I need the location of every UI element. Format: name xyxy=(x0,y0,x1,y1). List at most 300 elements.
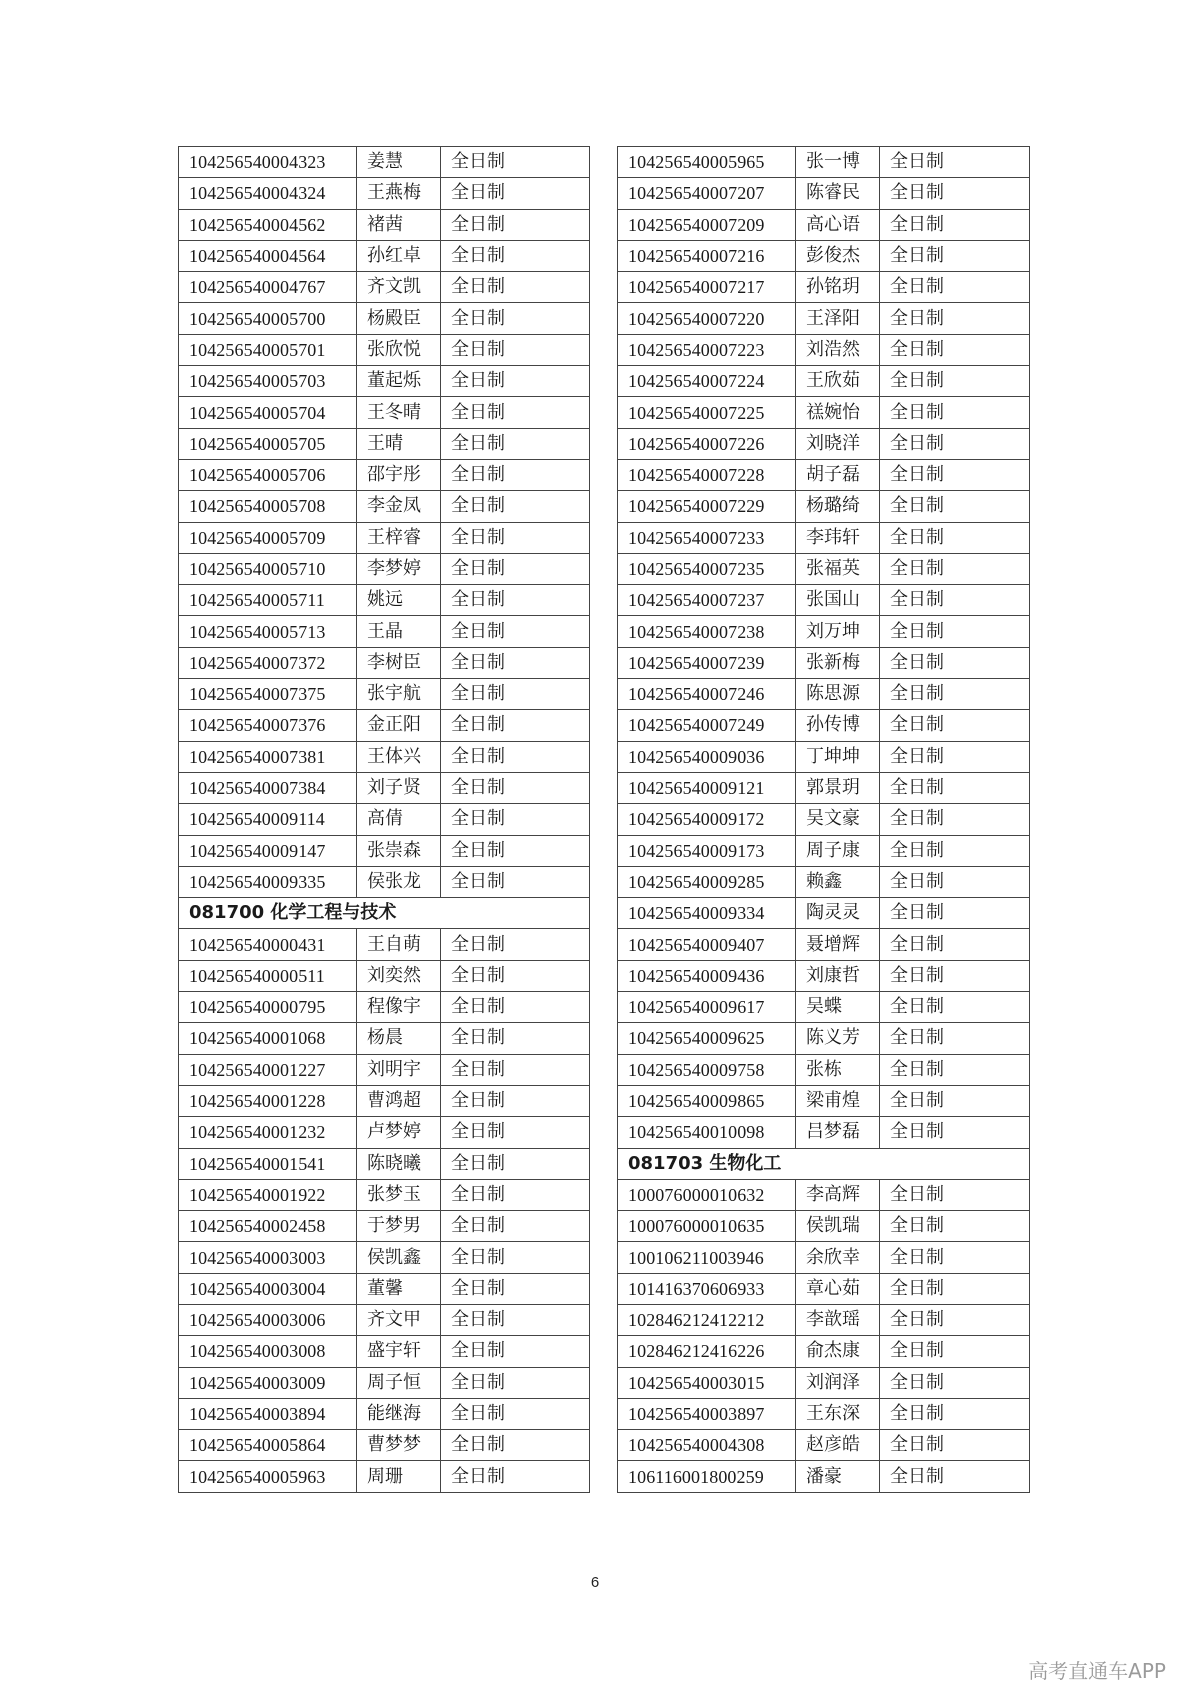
study-type-cell: 全日制 xyxy=(441,491,590,522)
study-type-cell: 全日制 xyxy=(441,428,590,459)
table-row xyxy=(618,1304,1030,1335)
exam-id-cell: 104256540007229 xyxy=(618,491,796,522)
exam-id-cell: 104256540009036 xyxy=(618,741,796,772)
study-type-cell: 全日制 xyxy=(441,272,590,303)
study-type-cell: 全日制 xyxy=(441,1117,590,1148)
student-name-cell: 丁坤坤 xyxy=(796,741,880,772)
table-row xyxy=(618,1430,1030,1461)
study-type-cell: 全日制 xyxy=(441,1242,590,1273)
study-type-cell: 全日制 xyxy=(880,866,1030,897)
exam-id-cell: 101416370606933 xyxy=(618,1273,796,1304)
table-row xyxy=(618,804,1030,835)
table-row xyxy=(618,772,1030,803)
table-row xyxy=(179,772,590,803)
student-name-cell: 胡子磊 xyxy=(796,459,880,490)
study-type-cell: 全日制 xyxy=(880,240,1030,271)
table-row xyxy=(618,710,1030,741)
exam-id-cell: 104256540007372 xyxy=(179,647,357,678)
table-row xyxy=(618,553,1030,584)
study-type-cell: 全日制 xyxy=(441,459,590,490)
table-row xyxy=(179,1054,590,1085)
table-row xyxy=(179,1461,590,1492)
table-row xyxy=(618,1023,1030,1054)
study-type-cell: 全日制 xyxy=(880,459,1030,490)
student-name-cell: 杨殿臣 xyxy=(357,303,441,334)
table-row xyxy=(179,240,590,271)
student-name-cell: 董馨 xyxy=(357,1273,441,1304)
study-type-cell: 全日制 xyxy=(441,522,590,553)
exam-id-cell: 104256540009147 xyxy=(179,835,357,866)
watermark-text: 高考直通车APP xyxy=(1028,1659,1166,1683)
study-type-cell: 全日制 xyxy=(441,553,590,584)
exam-id-cell: 100076000010632 xyxy=(618,1179,796,1210)
study-type-cell: 全日制 xyxy=(880,1430,1030,1461)
student-name-cell: 彭俊杰 xyxy=(796,240,880,271)
table-row xyxy=(179,1242,590,1273)
table-row xyxy=(179,647,590,678)
study-type-cell: 全日制 xyxy=(880,272,1030,303)
exam-id-cell: 104256540009865 xyxy=(618,1085,796,1116)
table-row xyxy=(618,992,1030,1023)
study-type-cell: 全日制 xyxy=(880,647,1030,678)
student-name-cell: 郭景玥 xyxy=(796,772,880,803)
student-name-cell: 姚远 xyxy=(357,585,441,616)
study-type-cell: 全日制 xyxy=(880,1054,1030,1085)
student-name-cell: 吴文豪 xyxy=(796,804,880,835)
student-name-cell: 张新梅 xyxy=(796,647,880,678)
table-row xyxy=(618,679,1030,710)
exam-id-cell: 104256540005701 xyxy=(179,334,357,365)
exam-id-cell: 104256540007224 xyxy=(618,366,796,397)
exam-id-cell: 104256540009436 xyxy=(618,960,796,991)
table-row xyxy=(179,491,590,522)
study-type-cell: 全日制 xyxy=(880,585,1030,616)
study-type-cell: 全日制 xyxy=(441,147,590,178)
student-name-cell: 李歆瑶 xyxy=(796,1304,880,1335)
exam-id-cell: 104256540001228 xyxy=(179,1085,357,1116)
exam-id-cell: 104256540005708 xyxy=(179,491,357,522)
table-row xyxy=(618,303,1030,334)
table-row xyxy=(618,491,1030,522)
table-row xyxy=(618,741,1030,772)
study-type-cell: 全日制 xyxy=(441,397,590,428)
study-type-cell: 全日制 xyxy=(880,1085,1030,1116)
student-name-cell: 章心茹 xyxy=(796,1273,880,1304)
student-name-cell: 高倩 xyxy=(357,804,441,835)
exam-id-cell: 104256540007235 xyxy=(618,553,796,584)
student-name-cell: 董起烁 xyxy=(357,366,441,397)
table-row xyxy=(179,366,590,397)
study-type-cell: 全日制 xyxy=(880,741,1030,772)
study-type-cell: 全日制 xyxy=(880,1304,1030,1335)
student-name-cell: 王泽阳 xyxy=(796,303,880,334)
student-name-cell: 周子恒 xyxy=(357,1367,441,1398)
table-row xyxy=(179,1304,590,1335)
student-name-cell: 张栋 xyxy=(796,1054,880,1085)
student-name-cell: 陈睿民 xyxy=(796,178,880,209)
table-row xyxy=(618,1085,1030,1116)
student-name-cell: 曹梦梦 xyxy=(357,1430,441,1461)
study-type-cell: 全日制 xyxy=(880,710,1030,741)
study-type-cell: 全日制 xyxy=(441,1023,590,1054)
exam-id-cell: 104256540005710 xyxy=(179,553,357,584)
table-row xyxy=(179,1367,590,1398)
study-type-cell: 全日制 xyxy=(441,866,590,897)
student-name-cell: 刘明宇 xyxy=(357,1054,441,1085)
table-row xyxy=(179,397,590,428)
page-number: 6 xyxy=(590,1574,600,1591)
exam-id-cell: 104256540007375 xyxy=(179,679,357,710)
table-row xyxy=(179,522,590,553)
student-name-cell: 杨晨 xyxy=(357,1023,441,1054)
student-name-cell: 张福英 xyxy=(796,553,880,584)
study-type-cell: 全日制 xyxy=(441,929,590,960)
study-type-cell: 全日制 xyxy=(880,992,1030,1023)
exam-id-cell: 104256540007384 xyxy=(179,772,357,803)
exam-id-cell: 104256540001922 xyxy=(179,1179,357,1210)
student-name-cell: 李玮轩 xyxy=(796,522,880,553)
student-name-cell: 卢梦婷 xyxy=(357,1117,441,1148)
study-type-cell: 全日制 xyxy=(880,147,1030,178)
student-name-cell: 禚婉怡 xyxy=(796,397,880,428)
student-name-cell: 邵宇彤 xyxy=(357,459,441,490)
exam-id-cell: 104256540009114 xyxy=(179,804,357,835)
exam-id-cell: 104256540001232 xyxy=(179,1117,357,1148)
exam-id-cell: 104256540007220 xyxy=(618,303,796,334)
student-name-cell: 张宇航 xyxy=(357,679,441,710)
table-row xyxy=(179,710,590,741)
study-type-cell: 全日制 xyxy=(441,1148,590,1179)
student-name-cell: 能继海 xyxy=(357,1398,441,1429)
table-row xyxy=(179,741,590,772)
table-row xyxy=(618,366,1030,397)
section-heading-row xyxy=(618,1148,1030,1179)
section-heading: 081700 化学工程与技术 xyxy=(179,898,590,929)
exam-id-cell: 104256540007233 xyxy=(618,522,796,553)
exam-id-cell: 104256540003006 xyxy=(179,1304,357,1335)
study-type-cell: 全日制 xyxy=(441,1430,590,1461)
student-name-cell: 程像宇 xyxy=(357,992,441,1023)
study-type-cell: 全日制 xyxy=(441,710,590,741)
table-row xyxy=(179,1430,590,1461)
study-type-cell: 全日制 xyxy=(441,1398,590,1429)
student-name-cell: 王自萌 xyxy=(357,929,441,960)
table-row xyxy=(618,960,1030,991)
study-type-cell: 全日制 xyxy=(880,366,1030,397)
table-row xyxy=(179,616,590,647)
exam-id-cell: 100106211003946 xyxy=(618,1242,796,1273)
section-heading: 081703 生物化工 xyxy=(618,1148,1030,1179)
study-type-cell: 全日制 xyxy=(441,960,590,991)
exam-id-cell: 104256540007226 xyxy=(618,428,796,459)
student-name-cell: 俞杰康 xyxy=(796,1336,880,1367)
study-type-cell: 全日制 xyxy=(441,178,590,209)
study-type-cell: 全日制 xyxy=(880,397,1030,428)
table-row xyxy=(618,1367,1030,1398)
exam-id-cell: 104256540007217 xyxy=(618,272,796,303)
student-name-cell: 王欣茹 xyxy=(796,366,880,397)
exam-id-cell: 104256540007209 xyxy=(618,209,796,240)
student-name-cell: 赖鑫 xyxy=(796,866,880,897)
exam-id-cell: 104256540003894 xyxy=(179,1398,357,1429)
study-type-cell: 全日制 xyxy=(880,1461,1030,1492)
table-row xyxy=(179,178,590,209)
student-name-cell: 周珊 xyxy=(357,1461,441,1492)
exam-id-cell: 104256540004324 xyxy=(179,178,357,209)
exam-id-cell: 104256540009625 xyxy=(618,1023,796,1054)
study-type-cell: 全日制 xyxy=(441,1367,590,1398)
study-type-cell: 全日制 xyxy=(441,1054,590,1085)
table-row xyxy=(618,585,1030,616)
exam-id-cell: 104256540001227 xyxy=(179,1054,357,1085)
table-row xyxy=(179,960,590,991)
table-row xyxy=(179,679,590,710)
study-type-cell: 全日制 xyxy=(441,585,590,616)
table-row xyxy=(179,1179,590,1210)
student-name-cell: 金正阳 xyxy=(357,710,441,741)
student-name-cell: 侯凯鑫 xyxy=(357,1242,441,1273)
exam-id-cell: 104256540007223 xyxy=(618,334,796,365)
table-row xyxy=(618,1054,1030,1085)
table-row xyxy=(179,1023,590,1054)
exam-id-cell: 102846212416226 xyxy=(618,1336,796,1367)
exam-id-cell: 104256540009335 xyxy=(179,866,357,897)
table-row xyxy=(618,209,1030,240)
exam-id-cell: 104256540007249 xyxy=(618,710,796,741)
exam-id-cell: 104256540003008 xyxy=(179,1336,357,1367)
student-name-cell: 陶灵灵 xyxy=(796,898,880,929)
student-name-cell: 刘浩然 xyxy=(796,334,880,365)
student-name-cell: 杨璐绮 xyxy=(796,491,880,522)
table-row xyxy=(179,272,590,303)
exam-id-cell: 104256540003004 xyxy=(179,1273,357,1304)
table-row xyxy=(179,334,590,365)
student-name-cell: 刘子贤 xyxy=(357,772,441,803)
student-name-cell: 李树臣 xyxy=(357,647,441,678)
table-row xyxy=(618,1273,1030,1304)
student-name-cell: 曹鸿超 xyxy=(357,1085,441,1116)
exam-id-cell: 104256540005709 xyxy=(179,522,357,553)
exam-id-cell: 104256540007207 xyxy=(618,178,796,209)
exam-id-cell: 104256540004767 xyxy=(179,272,357,303)
student-name-cell: 孙红卓 xyxy=(357,240,441,271)
study-type-cell: 全日制 xyxy=(880,1242,1030,1273)
student-name-cell: 吴蝶 xyxy=(796,992,880,1023)
table-row xyxy=(618,616,1030,647)
table-row xyxy=(179,929,590,960)
study-type-cell: 全日制 xyxy=(441,1336,590,1367)
table-row xyxy=(179,428,590,459)
student-name-cell: 姜慧 xyxy=(357,147,441,178)
exam-id-cell: 104256540007376 xyxy=(179,710,357,741)
table-row xyxy=(179,1211,590,1242)
exam-id-cell: 104256540009285 xyxy=(618,866,796,897)
student-name-cell: 陈思源 xyxy=(796,679,880,710)
study-type-cell: 全日制 xyxy=(880,334,1030,365)
study-type-cell: 全日制 xyxy=(880,772,1030,803)
study-type-cell: 全日制 xyxy=(441,992,590,1023)
exam-id-cell: 104256540004323 xyxy=(179,147,357,178)
student-name-cell: 孙铭玥 xyxy=(796,272,880,303)
table-row xyxy=(618,147,1030,178)
student-name-cell: 侯张龙 xyxy=(357,866,441,897)
study-type-cell: 全日制 xyxy=(880,1336,1030,1367)
exam-id-cell: 104256540009617 xyxy=(618,992,796,1023)
student-name-cell: 王晴 xyxy=(357,428,441,459)
exam-id-cell: 104256540007239 xyxy=(618,647,796,678)
table-row xyxy=(618,1242,1030,1273)
study-type-cell: 全日制 xyxy=(441,1304,590,1335)
table-row xyxy=(618,522,1030,553)
table-row xyxy=(618,397,1030,428)
study-type-cell: 全日制 xyxy=(441,1273,590,1304)
study-type-cell: 全日制 xyxy=(441,1179,590,1210)
student-name-cell: 盛宇轩 xyxy=(357,1336,441,1367)
table-row xyxy=(179,804,590,835)
student-name-cell: 王梓睿 xyxy=(357,522,441,553)
study-type-cell: 全日制 xyxy=(441,1461,590,1492)
table-row xyxy=(618,929,1030,960)
exam-id-cell: 104256540003015 xyxy=(618,1367,796,1398)
exam-id-cell: 104256540007216 xyxy=(618,240,796,271)
student-name-cell: 王晶 xyxy=(357,616,441,647)
study-type-cell: 全日制 xyxy=(880,898,1030,929)
exam-id-cell: 104256540000511 xyxy=(179,960,357,991)
student-name-cell: 齐文甲 xyxy=(357,1304,441,1335)
study-type-cell: 全日制 xyxy=(441,616,590,647)
exam-id-cell: 104256540004564 xyxy=(179,240,357,271)
study-type-cell: 全日制 xyxy=(441,679,590,710)
study-type-cell: 全日制 xyxy=(441,804,590,835)
table-row xyxy=(618,1117,1030,1148)
table-row xyxy=(179,209,590,240)
table-row xyxy=(179,992,590,1023)
exam-id-cell: 104256540002458 xyxy=(179,1211,357,1242)
student-name-cell: 周子康 xyxy=(796,835,880,866)
exam-id-cell: 104256540005965 xyxy=(618,147,796,178)
study-type-cell: 全日制 xyxy=(880,1117,1030,1148)
student-name-cell: 梁甫煌 xyxy=(796,1085,880,1116)
exam-id-cell: 100076000010635 xyxy=(618,1211,796,1242)
exam-id-cell: 104256540005700 xyxy=(179,303,357,334)
table-row xyxy=(618,1179,1030,1210)
table-row xyxy=(618,459,1030,490)
study-type-cell: 全日制 xyxy=(441,1085,590,1116)
study-type-cell: 全日制 xyxy=(880,1273,1030,1304)
student-name-cell: 吕梦磊 xyxy=(796,1117,880,1148)
study-type-cell: 全日制 xyxy=(441,741,590,772)
exam-id-cell: 104256540003897 xyxy=(618,1398,796,1429)
exam-id-cell: 104256540005711 xyxy=(179,585,357,616)
exam-id-cell: 104256540007381 xyxy=(179,741,357,772)
exam-id-cell: 104256540005706 xyxy=(179,459,357,490)
exam-id-cell: 104256540005704 xyxy=(179,397,357,428)
exam-id-cell: 104256540001068 xyxy=(179,1023,357,1054)
student-name-cell: 赵彦皓 xyxy=(796,1430,880,1461)
exam-id-cell: 104256540007238 xyxy=(618,616,796,647)
table-row xyxy=(618,1211,1030,1242)
exam-id-cell: 104256540001541 xyxy=(179,1148,357,1179)
student-name-cell: 齐文凯 xyxy=(357,272,441,303)
study-type-cell: 全日制 xyxy=(880,1179,1030,1210)
study-type-cell: 全日制 xyxy=(441,1211,590,1242)
study-type-cell: 全日制 xyxy=(880,616,1030,647)
table-row xyxy=(179,835,590,866)
study-type-cell: 全日制 xyxy=(880,491,1030,522)
student-name-cell: 陈晓曦 xyxy=(357,1148,441,1179)
exam-id-cell: 104256540004308 xyxy=(618,1430,796,1461)
exam-id-cell: 104256540005864 xyxy=(179,1430,357,1461)
exam-id-cell: 104256540009758 xyxy=(618,1054,796,1085)
table-row xyxy=(179,1336,590,1367)
table-row xyxy=(179,553,590,584)
exam-id-cell: 104256540003003 xyxy=(179,1242,357,1273)
table-row xyxy=(179,1398,590,1429)
student-name-cell: 张崇森 xyxy=(357,835,441,866)
section-heading-row xyxy=(179,898,590,929)
study-type-cell: 全日制 xyxy=(880,553,1030,584)
study-type-cell: 全日制 xyxy=(880,804,1030,835)
student-name-cell: 王燕梅 xyxy=(357,178,441,209)
table-row xyxy=(618,334,1030,365)
exam-id-cell: 104256540009172 xyxy=(618,804,796,835)
study-type-cell: 全日制 xyxy=(880,960,1030,991)
student-name-cell: 李高辉 xyxy=(796,1179,880,1210)
left-roster-table xyxy=(178,146,590,1493)
study-type-cell: 全日制 xyxy=(441,835,590,866)
exam-id-cell: 104256540009407 xyxy=(618,929,796,960)
exam-id-cell: 104256540000795 xyxy=(179,992,357,1023)
student-name-cell: 刘康哲 xyxy=(796,960,880,991)
study-type-cell: 全日制 xyxy=(880,522,1030,553)
table-row xyxy=(179,866,590,897)
table-row xyxy=(179,147,590,178)
table-row xyxy=(179,585,590,616)
exam-id-cell: 106116001800259 xyxy=(618,1461,796,1492)
table-row xyxy=(618,178,1030,209)
student-name-cell: 侯凯瑞 xyxy=(796,1211,880,1242)
table-row xyxy=(179,1085,590,1116)
student-name-cell: 张国山 xyxy=(796,585,880,616)
exam-id-cell: 104256540009173 xyxy=(618,835,796,866)
exam-id-cell: 104256540007237 xyxy=(618,585,796,616)
exam-id-cell: 104256540007225 xyxy=(618,397,796,428)
table-row xyxy=(618,428,1030,459)
study-type-cell: 全日制 xyxy=(880,679,1030,710)
student-name-cell: 张欣悦 xyxy=(357,334,441,365)
exam-id-cell: 104256540005703 xyxy=(179,366,357,397)
student-name-cell: 张梦玉 xyxy=(357,1179,441,1210)
student-name-cell: 于梦男 xyxy=(357,1211,441,1242)
table-row xyxy=(618,898,1030,929)
table-row xyxy=(179,459,590,490)
student-name-cell: 王冬晴 xyxy=(357,397,441,428)
study-type-cell: 全日制 xyxy=(441,366,590,397)
exam-id-cell: 104256540005713 xyxy=(179,616,357,647)
student-name-cell: 潘豪 xyxy=(796,1461,880,1492)
study-type-cell: 全日制 xyxy=(441,772,590,803)
table-row xyxy=(618,1336,1030,1367)
student-name-cell: 王体兴 xyxy=(357,741,441,772)
study-type-cell: 全日制 xyxy=(880,1211,1030,1242)
student-name-cell: 孙传博 xyxy=(796,710,880,741)
exam-id-cell: 104256540005705 xyxy=(179,428,357,459)
exam-id-cell: 104256540005963 xyxy=(179,1461,357,1492)
study-type-cell: 全日制 xyxy=(880,209,1030,240)
study-type-cell: 全日制 xyxy=(880,1398,1030,1429)
exam-id-cell: 104256540007246 xyxy=(618,679,796,710)
exam-id-cell: 104256540010098 xyxy=(618,1117,796,1148)
